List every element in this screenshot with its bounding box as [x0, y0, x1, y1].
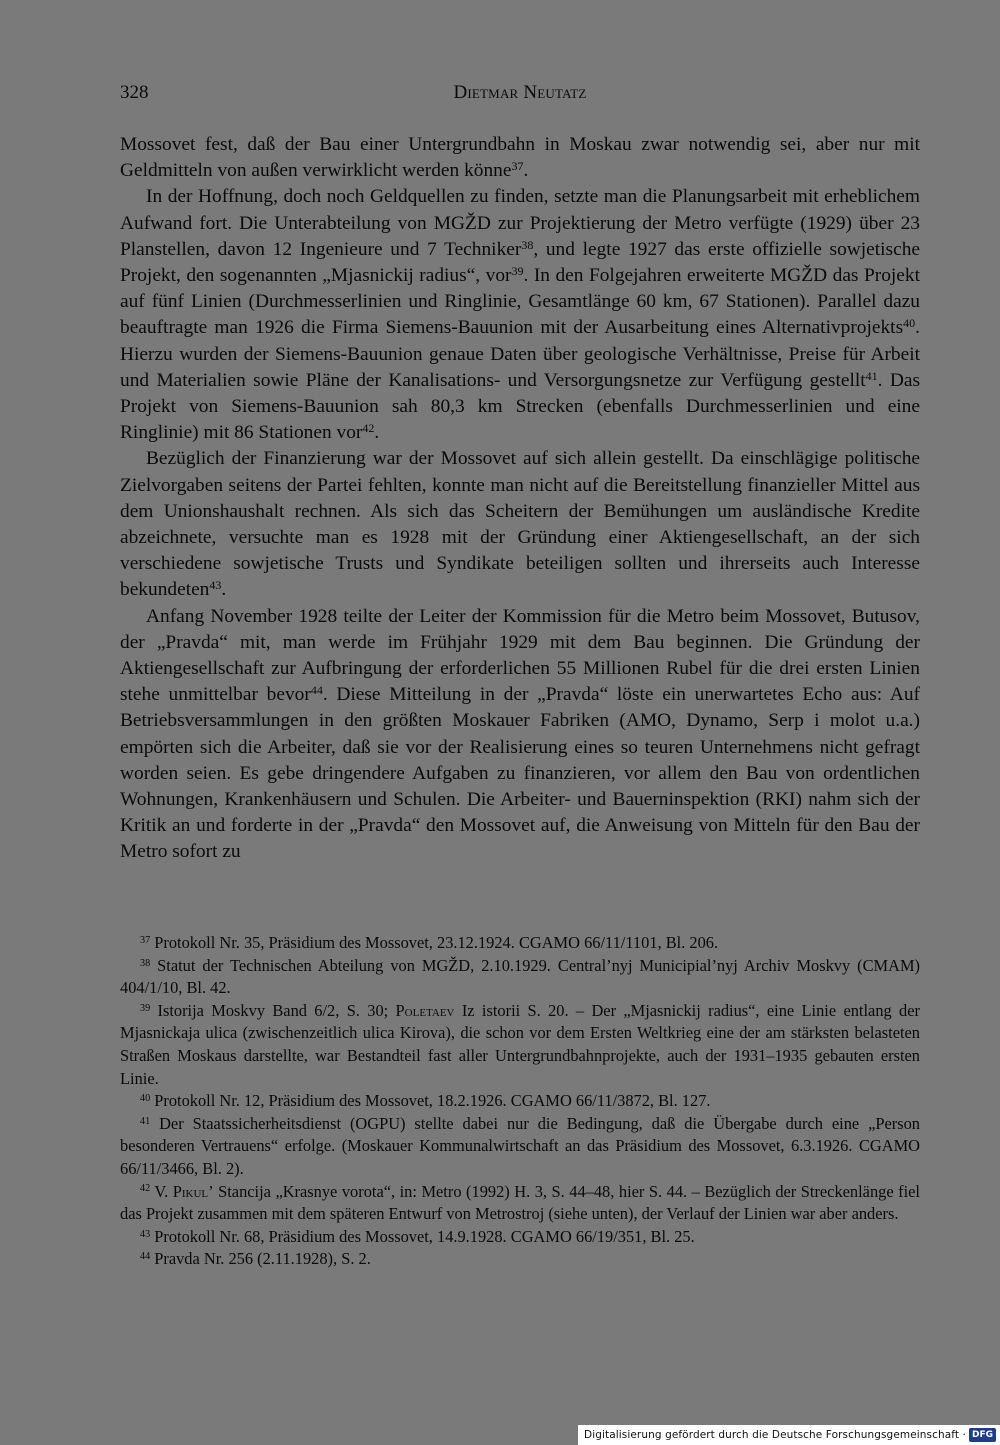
footer-text: Digitalisierung gefördert durch die Deutsche Forschungsgemeinschaft ·	[584, 1429, 966, 1441]
footnote-40: $^{40}$ Protokoll Nr. 12, Präsidium des Mossovet, 18.2.1926. CGAMO 66/11/3872, Bl. 127.	[140, 1091, 711, 1111]
footnote-ref: 39	[511, 264, 524, 279]
page-number: 328	[120, 82, 149, 103]
footnote-44: $^{44}$ Pravda Nr. 256 (2.11.1928), S. 2.	[140, 1249, 371, 1269]
footnote-ref: 37	[511, 159, 524, 174]
footnote-42: $^{42}$ V. Pikul’ Stancija „Krasnye vorota“, in: Metro (1992) H. 3, S. 44–48, hier S. 44. – Bezüglich der Streckenlänge fiel das Projekt zusammen mit dem späteren Entwurf von Metrostroj (siehe unten), der Verlauf der Linien war aber anders.	[120, 1181, 920, 1224]
footnote-43: $^{43}$ Protokoll Nr. 68, Präsidium des Mossovet, 14.9.1928. CGAMO 66/19/351, Bl. 25.	[140, 1226, 695, 1246]
page-header	[120, 82, 920, 112]
body-text	[120, 132, 920, 866]
footnote-39: $^{39}$ Istorija Moskvy Band 6/2, S. 30; Poletaev Iz istorii S. 20. – Der „Mjasnickij radius“, eine Linie entlang der Mjasnickaja ulica (zwischenzeitlich ulica Kirova), die schon vor dem Ersten Weltkrieg eine der am stärksten belasteten Straßen Moskaus darstellte, war Bestandteil fast aller Untergrundbahnprojekte, auch der 1931–1935 gebauten ersten Linie.	[120, 1000, 920, 1088]
author-name: Poletaev	[395, 1000, 455, 1020]
footnote-ref: 43	[209, 578, 222, 593]
digitization-footer	[578, 1425, 1000, 1445]
paragraph-4: Anfang November 1928 teilte der Leiter der Kommission für die Metro beim Mossovet, Butusov, der „Pravda“ mit, man werde im Frühjahr 1929 mit dem Bau beginnen. Die Gründung der Aktiengesellschaft zur Aufbringung der erforderlichen 55 Millionen Rubel für die drei ersten Linien stehe unmittelbar bevor$^{44}$. Diese Mitteilung in der „Pravda“ löste ein unerwartetes Echo aus: Auf Betriebsversammlungen in den größten Moskauer Fabriken (AMO, Dynamo, Serp i molot u.a.) empörten sich die Arbeiter, daß sie vor der Realisierung eines so teuren Unternehmens nicht gefragt worden seien. Es gebe dringendere Aufgaben zu finanzieren, vor allem den Bau von ordentlichen Wohnungen, Krankenhäusern und Schulen. Die Arbeiter- und Bauerninspektion (RKI) nahm sich der Kritik an und forderte in der „Pravda“ den Mossovet auf, die Anweisung von Mitteln für den Bau der Metro sofort zu	[120, 605, 920, 863]
footnote-ref: 38	[521, 237, 534, 252]
paragraph-1: Mossovet fest, daß der Bau einer Untergrundbahn in Moskau zwar notwendig sei, aber nur mit Geldmitteln von außen verwirklicht werden könne$^{37}$.	[120, 134, 920, 182]
footnote-ref: 40	[903, 316, 916, 331]
footnote-ref: 42	[362, 421, 375, 436]
paragraph-3: Bezüglich der Finanzierung war der Mossovet auf sich allein gestellt. Da einschlägige politische Zielvorgaben seitens der Partei fehlten, konnte man nicht auf die Bereitstellung finanzieller Mittel aus dem Unionshaushalt rechnen. Als sich das Scheitern der Bemühungen um ausländische Kredite abzeichnete, versuchte man es 1928 mit der Gründung einer Aktiengesellschaft, an der sich verschiedene sowjetische Trusts und Syndikate beteiligen sollten und ihrerseits auch Interesse bekundeten$^{43}$.	[120, 448, 920, 601]
running-head: Dietmar Neutatz	[453, 82, 587, 103]
author-name: Pikul’	[172, 1181, 214, 1201]
paragraph-2: In der Hoffnung, doch noch Geldquellen zu finden, setzte man die Planungsarbeit mit erheblichem Aufwand fort. Die Unterabteilung von MGŽD zur Projektierung der Metro verfügte (1929) über 23 Planstellen, davon 12 Ingenieure und 7 Techniker$^{38}$, und legte 1927 das erste offizielle sowjetische Projekt, den sogenannten „Mjasnickij radius“, vor$^{39}$. In den Folgejahren erweiterte MGŽD das Projekt auf fünf Linien (Durchmesserlinien und Ringlinie, Gesamtlänge 60 km, 67 Stationen). Parallel dazu beauftragte man 1926 die Firma Siemens-Bauunion mit der Ausarbeitung eines Alternativprojekts$^{40}$. Hierzu wurden der Siemens-Bauunion genaue Daten über geologische Verhältnisse, Preise für Arbeit und Materialien sowie Pläne der Kanalisations- und Versorgungsnetze zur Verfügung gestellt$^{41}$. Das Projekt von Siemens-Bauunion sah 80,3 km Strecken (ebenfalls Durchmesserlinien und eine Ringlinie) mit 86 Stationen vor$^{42}$.	[120, 186, 920, 444]
footnote-ref: 44	[310, 683, 323, 698]
footnote-ref: 41	[865, 368, 878, 383]
footnotes	[120, 932, 920, 1271]
footnote-37: $^{37}$ Protokoll Nr. 35, Präsidium des Mossovet, 23.12.1924. CGAMO 66/11/1101, Bl. 206.	[140, 933, 719, 952]
footnote-41: $^{41}$ Der Staatssicherheitsdienst (OGPU) stellte dabei nur die Bedingung, daß die Übergabe durch eine „Person besonderen Vertrauens“ erfolge. (Moskauer Kommunalwirtschaft an das Präsidium des Mossovet, 6.3.1926. CGAMO 66/11/3466, Bl. 2).	[120, 1113, 920, 1178]
footnote-38: $^{38}$ Statut der Technischen Abteilung von MGŽD, 2.10.1929. Central’nyj Municipial’nyj Archiv Moskvy (CMAM) 404/1/10, Bl. 42.	[120, 955, 920, 998]
dfg-logo-icon: DFG	[969, 1428, 996, 1442]
